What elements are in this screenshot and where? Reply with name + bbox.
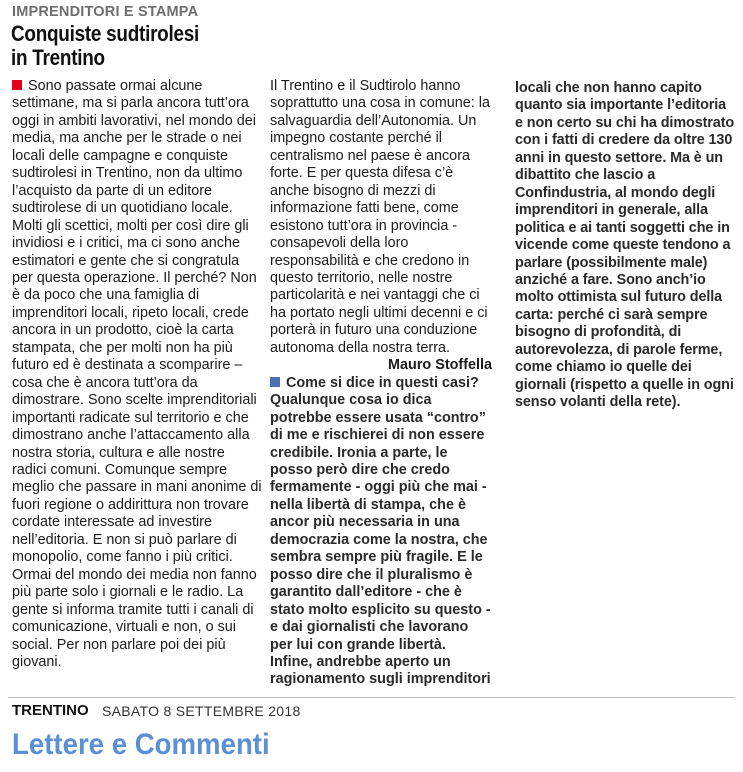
reply-marker-icon [270, 377, 280, 387]
signature: Mauro Stoffella [388, 357, 492, 374]
letter-paragraph-1 [12, 78, 262, 671]
letter-column-1 [12, 78, 262, 671]
reply-text-part-2: locali che non hanno capito quanto sia importante l’editoria e non certo su chi ha dimostrato con i fatti di credere da oltre 130 anni in questo settore. Ma è un dibattito che lascio a Confindustria, al mondo degli imprenditori in generale, alla politica e ai tanti soggetti che in vicende come queste tendono a parlare (possibilmente male) anziché a fare. Sono anch’io molto ottimista sul futuro della carta: perché ci sarà sempre bisogno di profondità, di autorevolezza, di parole ferme, come chiamo io quelle dei giornali (rispetto a quelle in ogni senso volanti della rete). [515, 80, 735, 411]
issue-date: SABATO 8 SETTEMBRE 2018 [102, 703, 301, 719]
headline [11, 22, 235, 70]
newspaper-name: TRENTINO [12, 702, 89, 719]
reply-column [515, 80, 737, 412]
headline-line-1: Conquiste sudtirolesi [11, 21, 200, 46]
footer-divider [8, 697, 735, 698]
reply-question: Come si dice in questi casi? [286, 374, 479, 391]
reply-text-part-1: Qualunque cosa io dica potrebbe essere usata “contro” di me e rischierei di non essere credibile. Ironia a parte, le posso però dire che credo fermamente - oggi più che mai - nella libertà di stampa, che è ancor più necessaria in una democrazia come la nostra, che sembra sempre più fragile. E le posso dire che il pluralismo è garantito dall’editore - che è stato molto esplicito su questo - e dai giornalisti che lavorano per lui con grande libertà. Infine, andrebbe aperto un ragionamento sugli imprenditori [270, 392, 491, 688]
headline-line-2: in Trentino [11, 45, 105, 70]
reply-continuation [515, 80, 737, 412]
letter-text-part-1: Sono passate ormai alcune settimane, ma si parla ancora tutt’ora oggi in ambiti lavorativi, nel mondo dei media, ma anche per le strade o nei locali delle campagne e conquiste sudtirolesi in Trentino, non da ultimo l’acquisto da parte di un editore sudtirolese di un quotidiano locale. Molti gli scettici, molti per così dire gli invidiosi e i critici, ma ci sono anche estimatori e gente che si congratula per questa operazione. Il perché? Non è da poco che una famiglia di imprenditori locali, ripeto locali, crede ancora in un prodotto, cioè la carta stampata, che per molti non ha più futuro ed è destinata a scomparire – cosa che è ancora tutt’ora da dimostrare. Sono scelte imprenditoriali importanti radicate sul territorio e che dimostrano anche l’attaccamento alla nostra storia, cultura e alle nostre radici comuni. Comunque sempre meglio che passare in mani anonime di fuori regione o addirittura non trovare cordate interessate ad investire nell’editoria. E non si può parlare di monopolio, come fanno i più critici. Ormai del mondo dei media non fanno più parte solo i giornali e le radio. La gente si informa tramite tutti i canali di comunicazione, virtuali e non, o sui social. Per non parlare poi dei più giovani. [12, 78, 262, 670]
section-title: Lettere e Commenti [12, 728, 270, 761]
kicker: IMPRENDITORI E STAMPA [12, 4, 199, 20]
letter-paragraph-2: Il Trentino e il Sudtirolo hanno soprattutto una cosa in comune: la salvaguardia dell’Autonomia. Un impegno costante perché il centralismo nel paese è ancora forte. E per questa difesa c’è anche bisogno di mezzi di informazione fatti bene, come esistono tutt’ora in provincia - consapevoli della loro responsabilità e che credono in questo territorio, nelle nostre particolarità e nei vantaggi che ci ha portato negli ultimi decenni e ci porterà in futuro una conduzione autonoma della nostra terra. [270, 78, 490, 356]
letter-marker-icon [12, 80, 22, 90]
reply-paragraph [270, 375, 492, 689]
letter-column-2 [270, 78, 492, 689]
